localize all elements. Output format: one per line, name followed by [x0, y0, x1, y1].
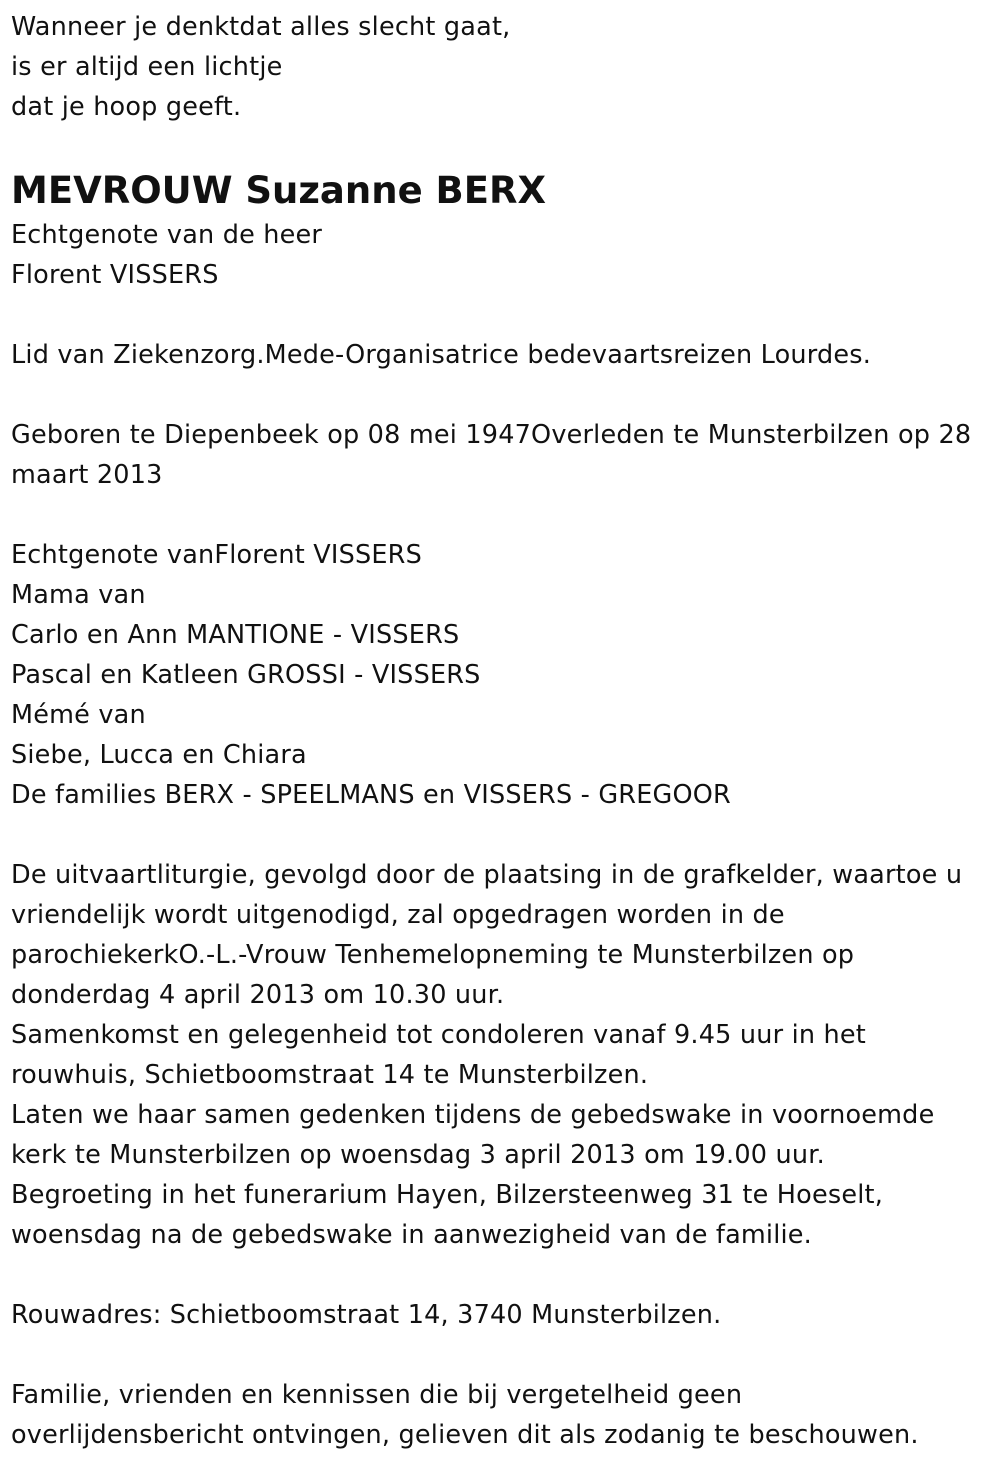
family-line: Mama van [11, 580, 146, 610]
poem-line: Wanneer je denktdat alles slecht gaat, [11, 12, 511, 42]
spouse-intro-line: Florent VISSERS [11, 260, 219, 290]
funeral-line: parochiekerkO.-L.-Vrouw Tenhemelopneming te Munsterbilzen op [11, 940, 855, 970]
spacer [11, 375, 1000, 415]
spouse-intro-line: Echtgenote van de heer [11, 220, 323, 250]
closing-line: overlijdensbericht ontvingen, gelieven dit als zodanig te beschouwen. [11, 1420, 919, 1450]
spacer [11, 1255, 1000, 1295]
birth-death-line: Geboren te Diepenbeek op 08 mei 1947Overleden te Munsterbilzen op 28 [11, 420, 972, 450]
family-line: Carlo en Ann MANTIONE - VISSERS [11, 620, 460, 650]
funeral-details [11, 855, 1000, 1255]
closing-line: Familie, vrienden en kennissen die bij vergetelheid geen [11, 1380, 743, 1410]
mourning-address: Rouwadres: Schietboomstraat 14, 3740 Munsterbilzen. [11, 1300, 722, 1330]
family-line: Mémé van [11, 700, 146, 730]
family-line: Pascal en Katleen GROSSI - VISSERS [11, 660, 481, 690]
funeral-line: kerk te Munsterbilzen op woensdag 3 april 2013 om 19.00 uur. [11, 1140, 825, 1170]
spouse-intro [11, 215, 1000, 295]
membership: Lid van Ziekenzorg.Mede-Organisatrice bedevaartsreizen Lourdes. [11, 340, 872, 370]
birth-death [11, 415, 1000, 495]
spacer [11, 495, 1000, 535]
poem [11, 7, 1000, 127]
funeral-line: rouwhuis, Schietboomstraat 14 te Munsterbilzen. [11, 1060, 649, 1090]
funeral-line: Begroeting in het funerarium Hayen, Bilzersteenweg 31 te Hoeselt, [11, 1180, 884, 1210]
family-list [11, 535, 1000, 815]
deceased-name: MEVROUW Suzanne BERX [11, 169, 547, 212]
poem-line: dat je hoop geeft. [11, 92, 242, 122]
funeral-line: donderdag 4 april 2013 om 10.30 uur. [11, 980, 505, 1010]
funeral-line: vriendelijk wordt uitgenodigd, zal opgedragen worden in de [11, 900, 785, 930]
spacer [11, 1335, 1000, 1375]
poem-line: is er altijd een lichtje [11, 52, 283, 82]
funeral-line: woensdag na de gebedswake in aanwezigheid van de familie. [11, 1220, 812, 1250]
spacer [11, 815, 1000, 855]
family-line: Echtgenote vanFlorent VISSERS [11, 540, 422, 570]
funeral-line: Laten we haar samen gedenken tijdens de gebedswake in voornoemde [11, 1100, 935, 1130]
closing-note [11, 1375, 1000, 1455]
funeral-line: Samenkomst en gelegenheid tot condoleren vanaf 9.45 uur in het [11, 1020, 866, 1050]
birth-death-line: maart 2013 [11, 460, 163, 490]
family-line: Siebe, Lucca en Chiara [11, 740, 307, 770]
spacer [11, 295, 1000, 335]
family-line: De families BERX - SPEELMANS en VISSERS - GREGOOR [11, 780, 731, 810]
funeral-line: De uitvaartliturgie, gevolgd door de plaatsing in de grafkelder, waartoe u [11, 860, 963, 890]
